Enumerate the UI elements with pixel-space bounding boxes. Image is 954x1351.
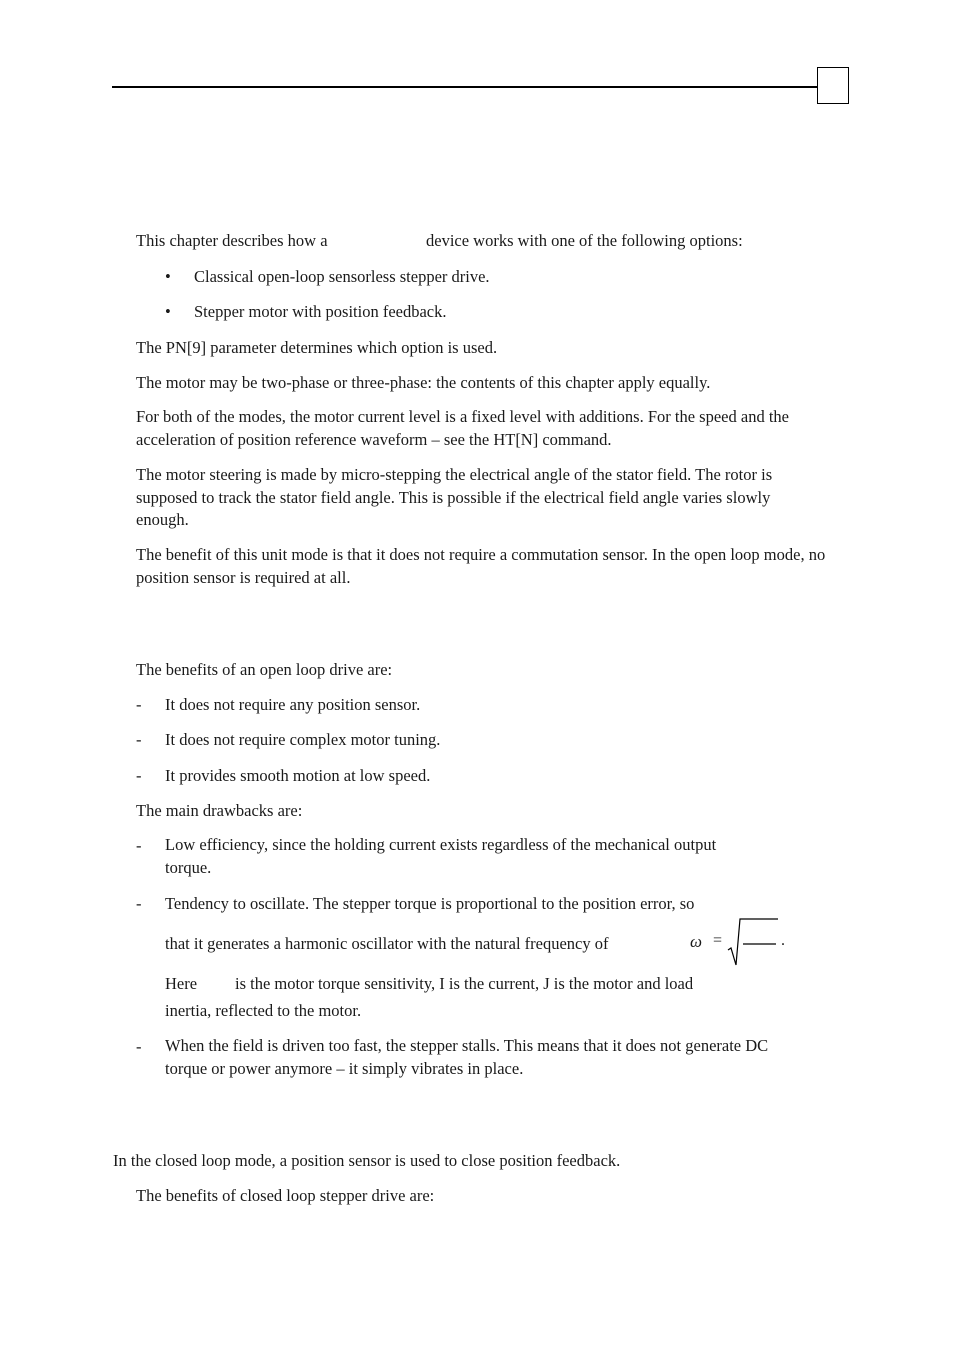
dash-icon: - [136,894,142,913]
paragraph-benefit: The benefit of this unit mode is that it does not require a commutation sensor. In the open loop mode, no position sensor is required at all. [136,545,826,587]
bullet-icon: • [165,302,171,321]
dash-icon: - [136,1037,142,1056]
drawback-efficiency: Low efficiency, since the holding current exists regardless of the mechanical output torque. [165,835,717,877]
dash-icon: - [136,836,142,855]
dash-icon: - [136,695,142,714]
open-loop-benefit-item: It provides smooth motion at low speed. [165,766,431,785]
paragraph-current: For both of the modes, the motor current level is a fixed level with additions. For the speed and the acceleration of position reference waveform – see the HT[N] command. [136,407,789,449]
here-word: Here [165,974,198,993]
open-loop-benefits-intro: The benefits of an open loop drive are: [136,660,393,679]
formula-equals: = [713,932,723,949]
paragraph-pn9: The PN[9] parameter determines which option is used. [136,338,498,357]
drawbacks-intro: The main drawbacks are: [136,801,303,820]
paragraph-steering: The motor steering is made by micro-stepping the electrical angle of the stator field. The rotor is supposed to track the stator field angle. This is possible if the electrical field angle varies slowly enough. [136,465,773,529]
open-loop-benefit-item: It does not require any position sensor. [165,695,421,714]
here-description-line2: inertia, reflected to the motor. [165,1001,362,1020]
dash-icon: - [136,766,142,785]
intro-line1-start: This chapter describes how a [136,231,328,250]
paragraph-phase: The motor may be two-phase or three-phase: the contents of this chapter apply equally. [136,373,711,392]
closed-loop-intro: In the closed loop mode, a position sensor is used to close position feedback. [113,1151,621,1170]
drawback-oscillate-line2: that it generates a harmonic oscillator with the natural frequency of [165,934,609,953]
square-root-icon [726,915,780,969]
bullet-item-open-loop: Classical open-loop sensorless stepper drive. [194,267,490,286]
page-number-box [817,67,849,104]
formula-period: . [781,932,785,949]
drawback-stall: When the field is driven too fast, the stepper stalls. This means that it does not generate DC torque or power anymore – it simply vibrates in place. [165,1036,769,1078]
here-description: is the motor torque sensitivity, I is the current, J is the motor and load [235,974,694,993]
closed-loop-benefits-intro: The benefits of closed loop stepper drive are: [136,1186,435,1205]
header-rule [112,86,818,88]
open-loop-benefit-item: It does not require complex motor tuning. [165,730,441,749]
bullet-item-feedback: Stepper motor with position feedback. [194,302,447,321]
bullet-icon: • [165,267,171,286]
intro-line1-end: device works with one of the following options: [426,231,743,250]
dash-icon: - [136,730,142,749]
formula-omega: ω [690,932,703,951]
drawback-oscillate-line1: Tendency to oscillate. The stepper torque is proportional to the position error, so [165,894,695,913]
